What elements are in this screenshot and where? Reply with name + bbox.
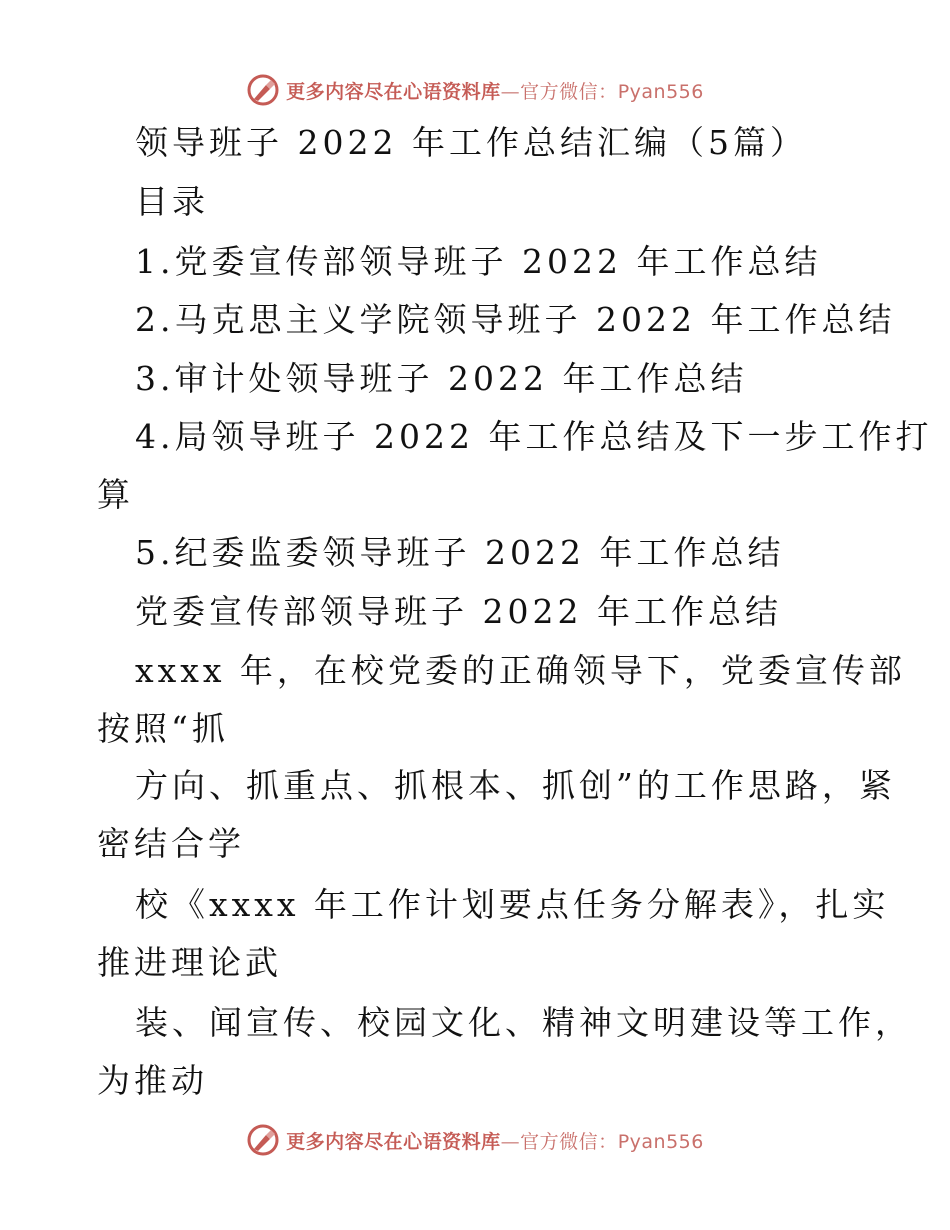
footer-watermark: [0, 1120, 950, 1160]
body-line: xxxx 年，在校党委的正确领导下，党委宣传部: [135, 651, 906, 690]
toc-item: 3.审计处领导班子 2022 年工作总结: [135, 359, 748, 398]
watermark-wechat-id: Pyan556: [617, 80, 704, 103]
document-title: 领导班子 2022 年工作总结汇编（5篇）: [135, 123, 807, 162]
watermark-wechat-id: Pyan556: [617, 1130, 704, 1153]
body-line: 方向、抓重点、抓根本、抓创”的工作思路，紧: [135, 766, 896, 805]
toc-heading: 目录: [135, 182, 209, 221]
toc-item: 4.局领导班子 2022 年工作总结及下一步工作打: [135, 417, 933, 456]
header-watermark: [0, 70, 950, 110]
pen-nib-logo-icon: [246, 73, 280, 107]
watermark-text: [286, 1127, 704, 1154]
toc-item-continuation: 算: [97, 475, 134, 514]
watermark-brand: 更多内容尽在心语资料库: [286, 1130, 501, 1153]
body-line: 装、闻宣传、校园文化、精神文明建设等工作，: [135, 1003, 912, 1042]
body-line: 推进理论武: [97, 943, 282, 982]
pen-nib-logo-icon: [246, 1123, 280, 1157]
body-line: 按照“抓: [97, 709, 229, 748]
section-heading: 党委宣传部领导班子 2022 年工作总结: [135, 592, 782, 631]
watermark-separator: —: [500, 1130, 521, 1153]
toc-item: 5.纪委监委领导班子 2022 年工作总结: [135, 533, 785, 572]
body-line: 校《xxxx 年工作计划要点任务分解表》，扎实: [135, 885, 890, 924]
watermark-brand: 更多内容尽在心语资料库: [286, 80, 501, 103]
body-line: 密结合学: [97, 824, 245, 863]
watermark-official: 官方微信：: [520, 1130, 618, 1153]
watermark-text: [286, 77, 704, 104]
toc-item: 1.党委宣传部领导班子 2022 年工作总结: [135, 242, 822, 281]
body-line: 为推动: [97, 1061, 208, 1100]
toc-item: 2.马克思主义学院领导班子 2022 年工作总结: [135, 300, 896, 339]
watermark-official: 官方微信：: [520, 80, 618, 103]
watermark-separator: —: [500, 80, 521, 103]
